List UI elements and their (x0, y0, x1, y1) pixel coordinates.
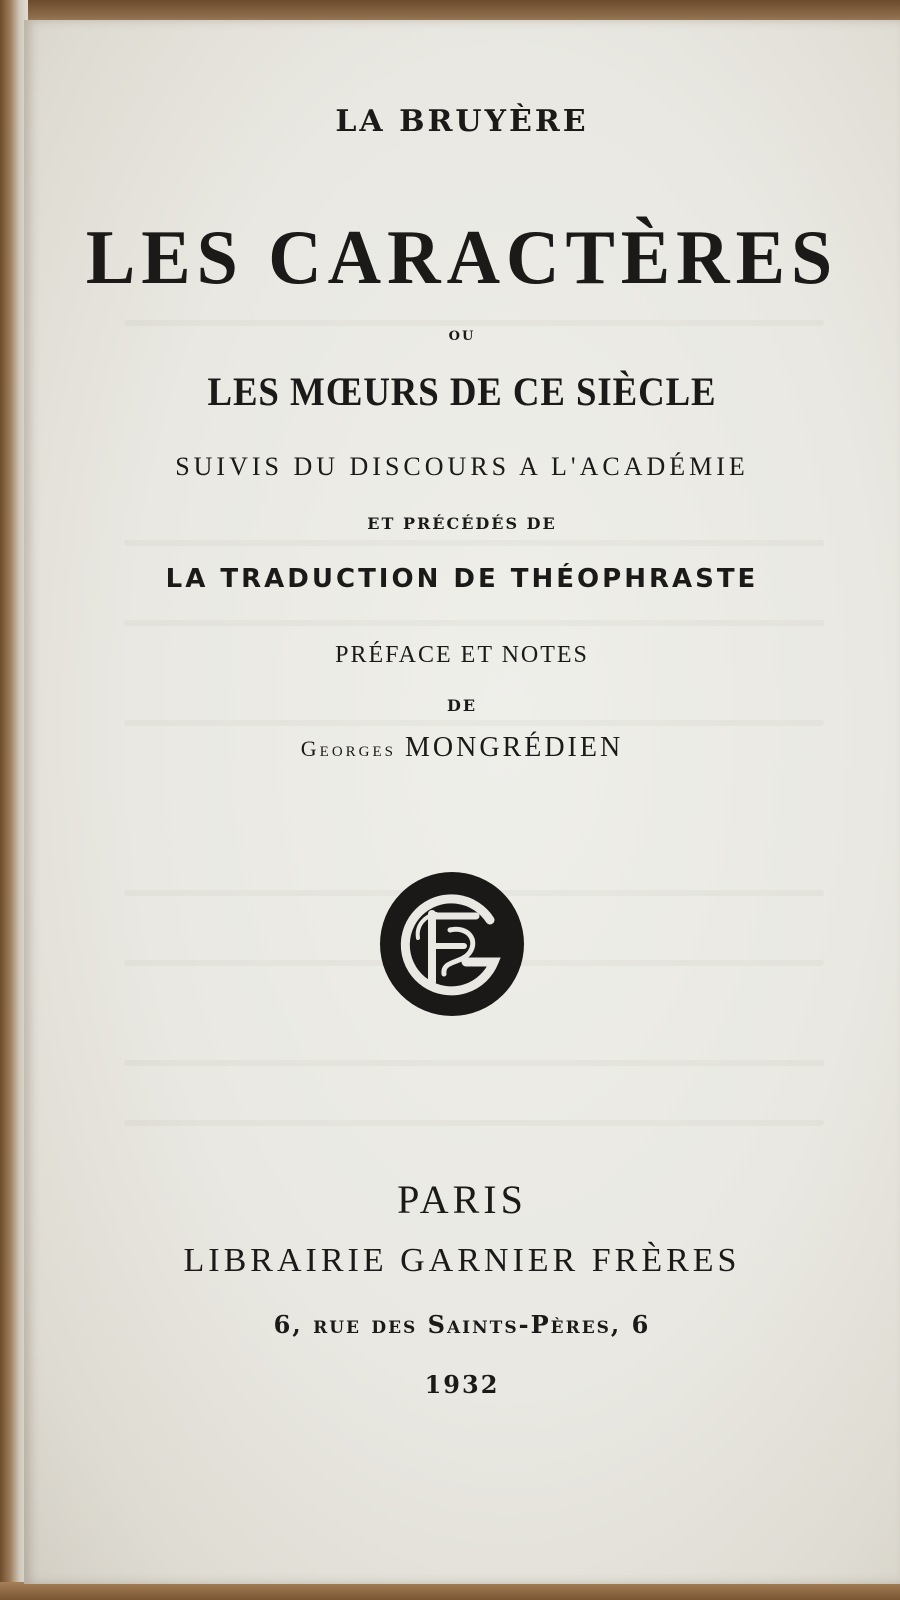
garnier-freres-monogram-icon (378, 870, 526, 1018)
show-through-line (124, 1120, 824, 1126)
book-title: LES CARACTÈRES (85, 214, 839, 302)
title-conjunction: ou (448, 324, 476, 345)
book-bottom-edge (0, 1582, 900, 1600)
title-page (24, 20, 900, 1584)
preface-de: DE (446, 696, 478, 715)
imprint-publisher: LIBRAIRIE GARNIER FRÈRES (183, 1242, 741, 1279)
show-through-line (124, 620, 824, 626)
editor-last-name: MONGRÉDIEN (405, 732, 624, 763)
editor-name (24, 732, 900, 764)
author-name: LA BRUYÈRE (335, 104, 589, 139)
imprint-address: 6, rue des Saints-Pères, 6 (273, 1310, 651, 1339)
contents-line-discours: SUIVIS DU DISCOURS A L'ACADÉMIE (175, 452, 749, 481)
preface-line: PRÉFACE ET NOTES (335, 642, 589, 668)
imprint-year: 1932 (424, 1370, 500, 1399)
contents-line-precedes: ET PRÉCÉDÉS DE (367, 514, 557, 533)
show-through-line (124, 1060, 824, 1066)
book-subtitle: LES MŒURS DE CE SIÈCLE (207, 369, 717, 414)
contents-line-traduction: LA TRADUCTION DE THÉOPHRASTE (165, 564, 759, 594)
editor-first-name: Georges (300, 736, 396, 761)
imprint-city: PARIS (397, 1177, 527, 1222)
show-through-line (124, 540, 824, 546)
show-through-line (124, 720, 824, 726)
